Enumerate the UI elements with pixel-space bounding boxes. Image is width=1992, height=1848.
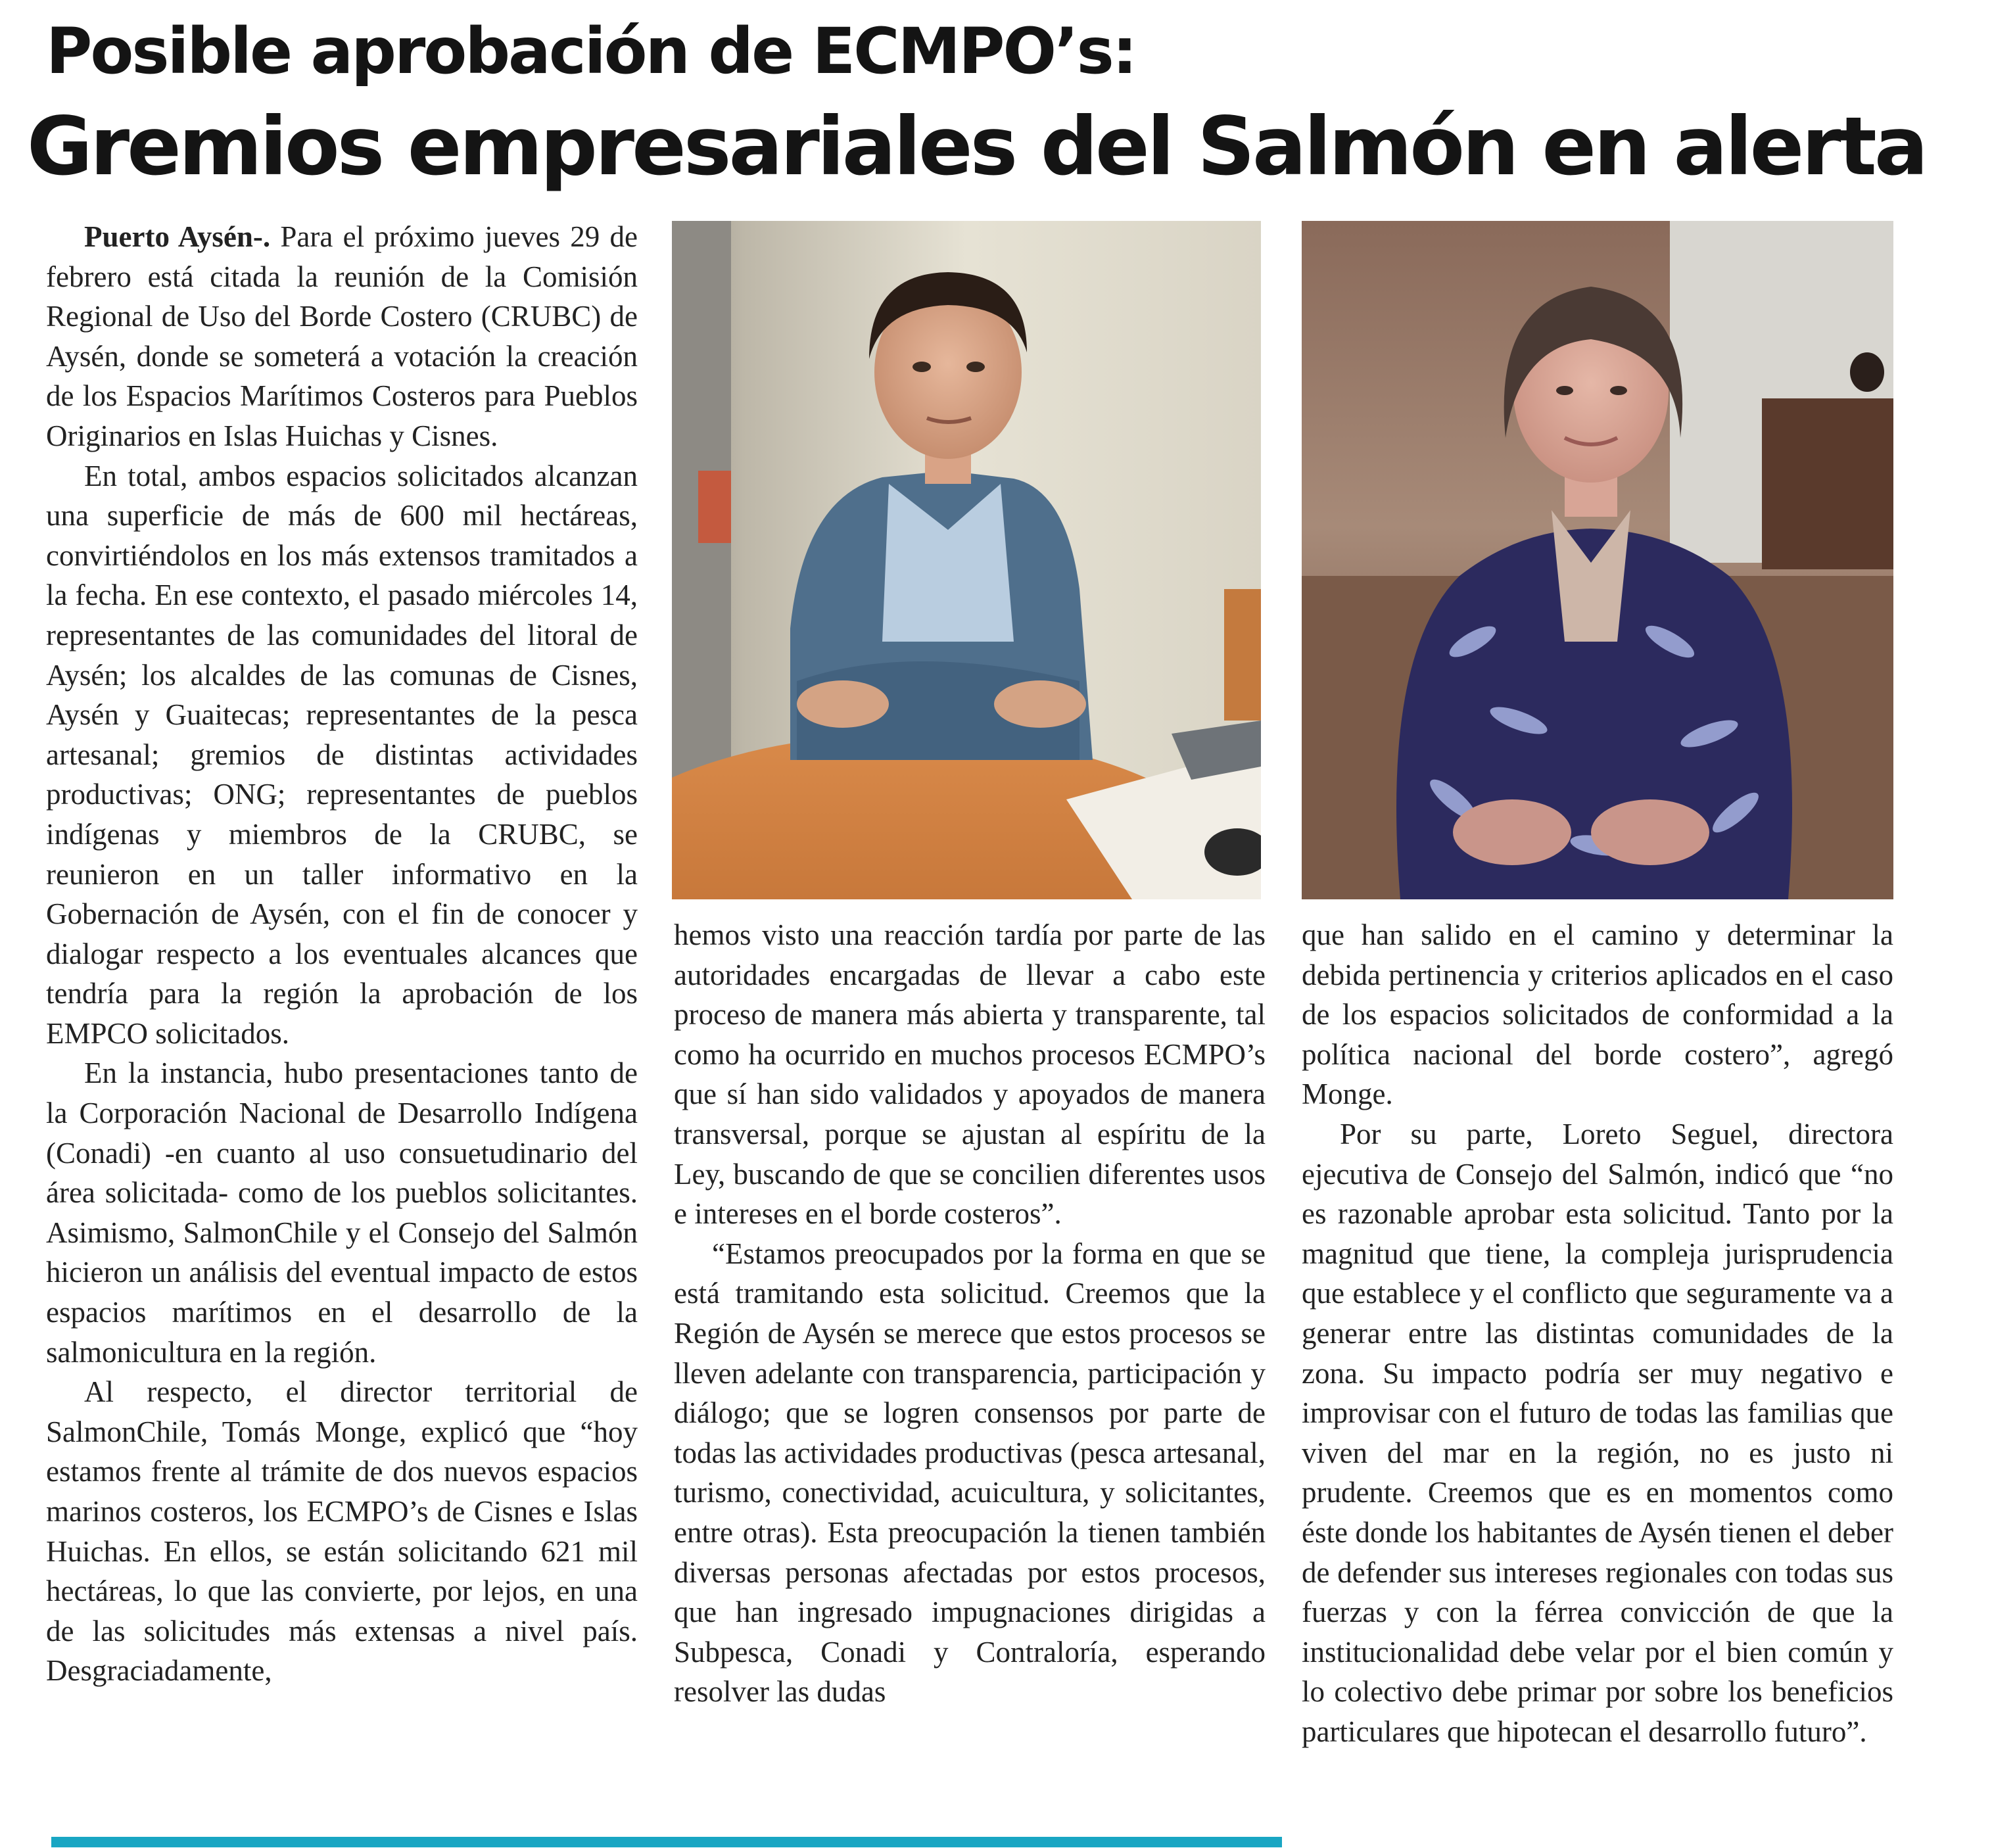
portrait-man-image <box>672 221 1261 899</box>
article-column-2 <box>674 915 1266 1712</box>
portrait-woman-image <box>1302 221 1893 899</box>
portrait-man-photo <box>672 221 1261 899</box>
article-paragraph: En la instancia, hubo presentaciones tanto de la Corporación Nacional de Desarrollo Indígena (Conadi) -en cuanto al uso consuetudinario del área solicitada- como de los pueblos solicitantes. Asimismo, SalmonChile y el Consejo del Salmón hicieron un análisis del eventual impacto de estos espacios marítimos en el desarrollo de la salmonicultura en la región. <box>46 1056 638 1369</box>
paragraph-text: Para el próximo jueves 29 de febrero está citada la reunión de la Comisión Regional de Uso del Borde Costero (CRUBC) de Aysén, donde se someterá a votación la creación de los Espacios Marítimos Costeros para Pueblos Originarios en Islas Huichas y Cisnes. <box>46 220 638 452</box>
portrait-woman-photo <box>1302 221 1893 899</box>
article-paragraph: Al respecto, el director territorial de SalmonChile, Tomás Monge, explicó que “hoy estamos frente al trámite de dos nuevos espacios marinos costeros, los ECMPO’s de Cisnes e Islas Huichas. En ellos, se están solicitando 621 mil hectáreas, lo que las convierte, por lejos, en una de las solicitudes más extensas a nivel país. Desgraciadamente, <box>46 1375 638 1688</box>
article-kicker: Posible aprobación de ECMPO’s: <box>46 14 1136 88</box>
article-column-1 <box>46 217 638 1821</box>
dateline: Puerto Aysén-. <box>84 220 271 253</box>
article-column-3 <box>1302 915 1893 1751</box>
article-paragraph: Por su parte, Loreto Seguel, directora ejecutiva de Consejo del Salmón, indicó que “no es razonable aprobar esta solicitud. Tanto por la magnitud que tiene, la compleja jurisprudencia que establece y el conflicto que seguramente va a generar entre las distintas comunidades de la zona. Su impacto podría ser muy negativo e improvisar con el futuro de todas las familias que viven del mar en la región, no es justo ni prudente. Creemos que es en momentos como éste donde los habitantes de Aysén tienen el deber de defender sus intereses regionales con todas sus fuerzas y con la férrea convicción de que la institucionalidad debe velar por el bien común y lo colectivo debe primar por sobre los beneficios particulares que hipotecan el desarrollo futuro”. <box>1302 1117 1893 1748</box>
accent-rule <box>51 1837 1282 1847</box>
article-paragraph: En total, ambos espacios solicitados alcanzan una superficie de más de 600 mil hectáreas, convirtiéndolos en los más extensos tramitados a la fecha. En ese contexto, el pasado miércoles 14, representantes de las comunidades del litoral de Aysén; los alcaldes de las comunas de Cisnes, Aysén y Guaitecas; representantes de la pesca artesanal; gremios de distintas actividades productivas; ONG; representantes de pueblos indígenas y miembros de la CRUBC, se reunieron en un taller informativo en la Gobernación de Aysén, con el fin de conocer y dialogar respecto a los eventuales alcances que tendría para la región la aprobación de los EMPCO solicitados. <box>46 459 638 1050</box>
article-paragraph: que han salido en el camino y determinar la debida pertinencia y criterios aplicados en el caso de los espacios solicitados de conformidad a la política nacional del borde costero”, agregó Monge. <box>1302 918 1893 1111</box>
article-paragraph: “Estamos preocupados por la forma en que se está tramitando esta solicitud. Creemos que la Región de Aysén se merece que estos procesos se lleven adelante con transparencia, participación y diálogo; que se logren consensos por parte de todas las actividades productivas (pesca artesanal, turismo, conectividad, acuicultura, y solicitantes, entre otras). Esta preocupación la tienen también diversas personas afectadas por estos procesos, que han ingresado impugnaciones dirigidas a Subpesca, Conadi y Contraloría, esperando resolver las dudas <box>674 1237 1266 1709</box>
article-paragraph <box>46 217 638 456</box>
article-title: Gremios empresariales del Salmón en alerta <box>26 100 1926 193</box>
article-paragraph: hemos visto una reacción tardía por parte de las autoridades encargadas de llevar a cabo este proceso de manera más abierta y transparente, tal como ha ocurrido en muchos procesos ECMPO’s que sí han sido validados y apoyados de manera transversal, porque se ajustan al espíritu de la Ley, buscando de que se concilien diferentes usos e intereses en el borde costeros”. <box>674 918 1266 1231</box>
